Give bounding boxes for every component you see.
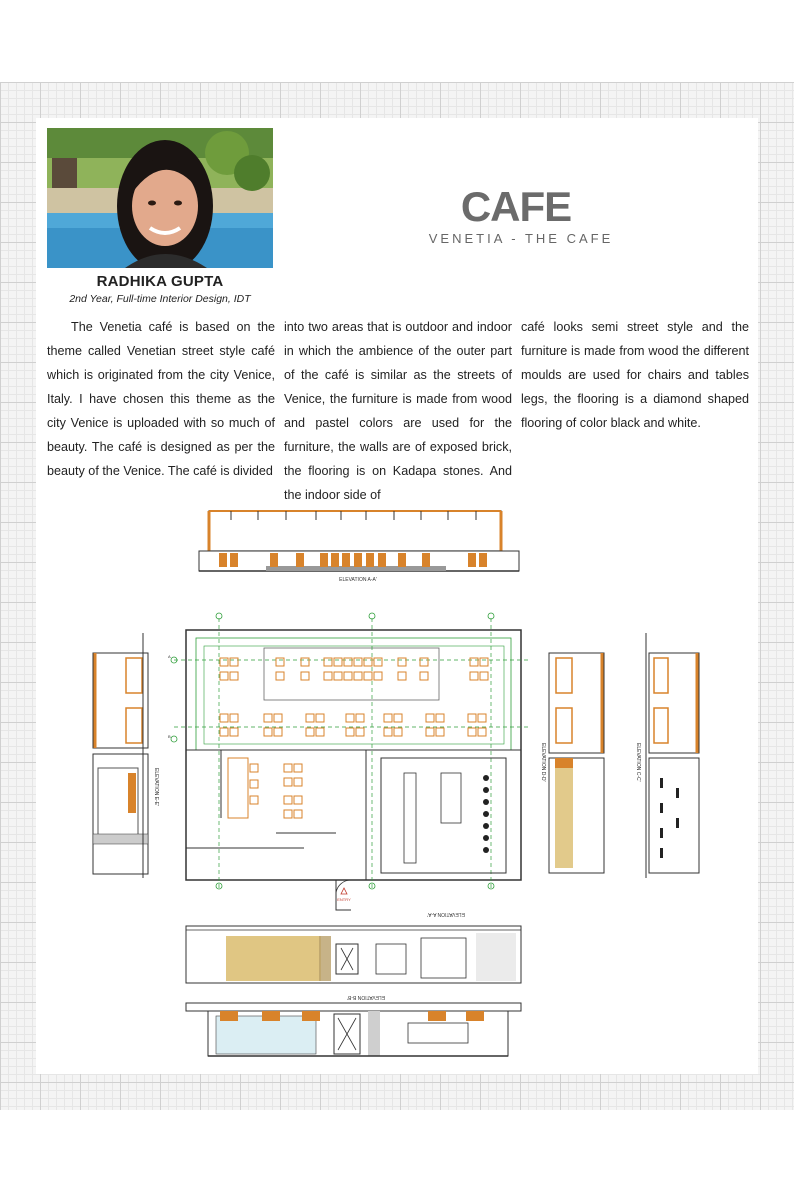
page-title: CAFE xyxy=(460,183,572,230)
article-page xyxy=(36,118,758,1074)
elevation-ee-drawing xyxy=(93,633,159,878)
floor-plan xyxy=(168,613,531,917)
elevation-aa-label: ELEVATION A-A' xyxy=(339,577,377,583)
elevation-aa-bottom-label: ELEVATION A-A' xyxy=(427,911,465,917)
elevation-cc-drawing xyxy=(635,633,699,878)
body-column-3: café looks semi street style and the furniture is made from wood the different moulds are used for chairs and tables legs, the flooring is a diamond shaped flooring of color black and white. xyxy=(521,320,749,430)
elevation-bb-drawing xyxy=(186,1003,521,1056)
elevation-bb-label: ELEVATION B-B' xyxy=(346,994,386,1000)
elevation-ee-label: ELEVATION E-E' xyxy=(153,768,159,807)
page-subtitle: VENETIA - THE CAFE xyxy=(428,231,614,246)
body-column-2: into two areas that is outdoor and indoor in which the ambience of the outer part of the café is similar as the streets of Venice, the furniture is made from wood and pastel colors are used for the furniture, the walls are of exposed brick, the flooring is on Kadapa stones. And the indoor side of xyxy=(284,320,512,502)
elevation-cc-label: ELEVATION C-C' xyxy=(635,743,641,782)
axis-b-label: B xyxy=(168,734,171,739)
elevation-dd-drawing xyxy=(540,653,604,873)
entry-label: ENTRY xyxy=(337,897,351,902)
elevation-dd-label: ELEVATION D-D' xyxy=(540,743,546,782)
author-name: RADHIKA GUPTA xyxy=(96,273,224,290)
section-drawing xyxy=(186,926,521,1000)
elevation-aa-drawing xyxy=(199,511,519,583)
axis-a-label: A xyxy=(168,654,171,659)
body-column-1: The Venetia café is based on the theme called Venetian street style café which is originated from the city Venice, Italy. I have chosen this theme as the city Venice is uploaded with so much of beauty. The café is designed as per the beauty of the Venice. The café is divided xyxy=(47,320,275,478)
author-role: 2nd Year, Full-time Interior Design, IDT xyxy=(69,293,251,305)
architectural-drawings xyxy=(36,118,758,1074)
